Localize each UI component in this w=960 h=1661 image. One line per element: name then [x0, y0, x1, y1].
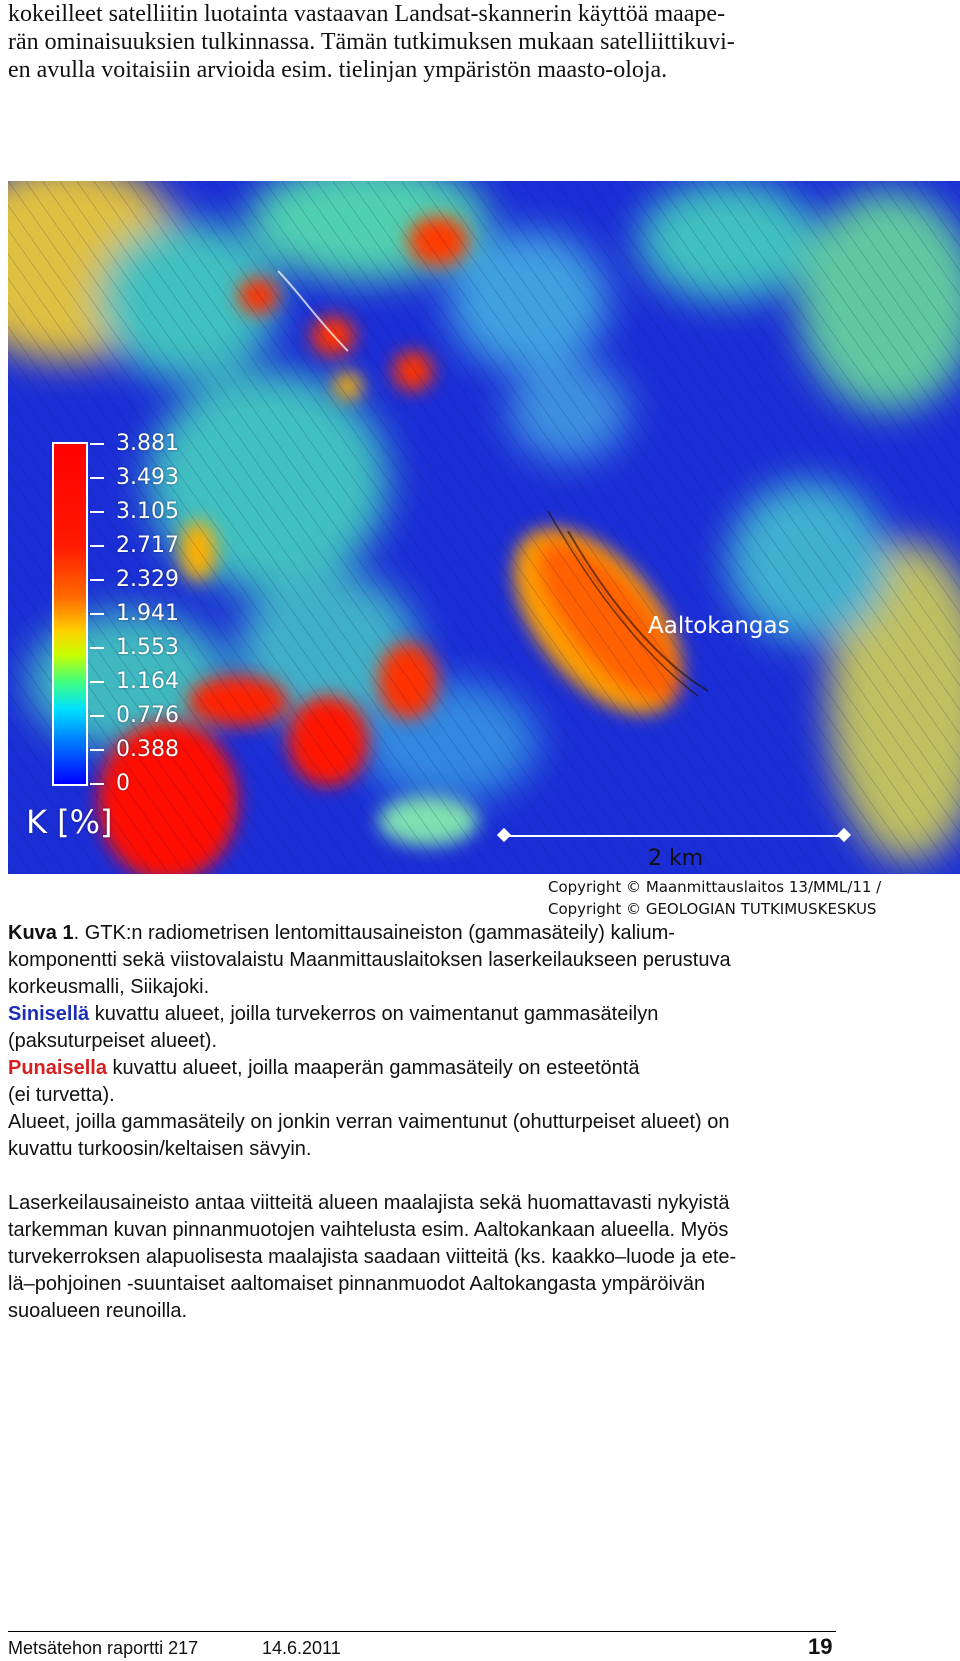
- body-line: lä–pohjoinen -suuntaiset aaltomaiset pinnanmuodot Aaltokangasta ympäröivän: [8, 1273, 706, 1295]
- scale-label: 0.776: [116, 703, 179, 728]
- place-label-aaltokangas: Aaltokangas: [648, 613, 790, 639]
- body-line: Laserkeilausaineisto antaa viitteitä alueen maalajista sekä huomattavasti nykyistä: [8, 1192, 730, 1214]
- intro-line: en avulla voitaisiin arvioida esim. tielinjan ympäristön maasto-oloja.: [8, 57, 668, 83]
- caption-text: korkeusmalli, Siikajoki.: [8, 976, 210, 998]
- body-line: turvekerroksen alapuolisesta maalajista saadaan viitteitä (ks. kaakko–luode ja ete-: [8, 1246, 737, 1268]
- caption-text: kuvattu alueet, joilla turvekerros on vaimentanut gammasäteilyn: [89, 1003, 659, 1025]
- scale-label: 3.105: [116, 499, 179, 524]
- copyright-line: Copyright © Maanmittauslaitos 13/MML/11 /: [548, 878, 882, 896]
- scale-label: 0: [116, 771, 130, 796]
- caption-text: (ei turvetta).: [8, 1084, 115, 1106]
- caption-text: (paksuturpeiset alueet).: [8, 1030, 218, 1052]
- footer-date: 14.6.2011: [262, 1638, 341, 1658]
- body-line: suoalueen reunoilla.: [8, 1300, 188, 1322]
- figure-caption: [8, 920, 838, 1163]
- footer-divider: [8, 1631, 836, 1632]
- copyright-line: Copyright © GEOLOGIAN TUTKIMUSKESKUS: [548, 900, 877, 918]
- scale-label: 2.329: [116, 567, 179, 592]
- body-line: tarkemman kuvan pinnanmuotojen vaihtelusta esim. Aaltokankaan alueella. Myös: [8, 1219, 729, 1241]
- caption-text: kuvattu turkoosin/keltaisen sävyin.: [8, 1138, 312, 1160]
- unit-label: K [%]: [26, 803, 113, 841]
- caption-text: . GTK:n radiometrisen lentomittausaineiston (gammasäteily) kalium-: [73, 922, 675, 944]
- scale-label: 1.941: [116, 601, 179, 626]
- scale-label: 1.553: [116, 635, 179, 660]
- caption-red-word: Punaisella: [8, 1057, 107, 1079]
- body-paragraph: [8, 1190, 838, 1325]
- scale-label: 1.164: [116, 669, 179, 694]
- intro-line: kokeilleet satelliitin luotainta vastaavan Landsat-skannerin käyttöä maape-: [8, 1, 726, 27]
- scale-tick: [90, 443, 104, 445]
- intro-line: rän ominaisuuksien tulkinnassa. Tämän tutkimuksen mukaan satelliittikuvi-: [8, 29, 735, 55]
- scale-label: 2.717: [116, 533, 179, 558]
- scale-label: 3.881: [116, 431, 179, 456]
- caption-text: kuvattu alueet, joilla maaperän gammasäteily on esteetöntä: [106, 1057, 640, 1079]
- scale-tick: [90, 783, 104, 785]
- scale-tick: [90, 511, 104, 513]
- caption-text: Alueet, joilla gammasäteily on jonkin verran vaimentunut (ohutturpeiset alueet) on: [8, 1111, 730, 1133]
- scale-tick: [90, 647, 104, 649]
- scale-label: 0.388: [116, 737, 179, 762]
- scale-tick: [90, 613, 104, 615]
- map-image: [8, 181, 960, 874]
- radiometric-map-figure: [8, 181, 960, 874]
- scale-tick: [90, 749, 104, 751]
- scale-tick: [90, 715, 104, 717]
- scale-tick: [90, 579, 104, 581]
- color-scale-bar: [52, 442, 88, 786]
- scale-tick: [90, 545, 104, 547]
- scale-bar: [504, 835, 844, 837]
- caption-figure-number: Kuva 1: [8, 922, 74, 944]
- caption-text: komponentti sekä viistovalaistu Maanmittauslaitoksen laserkeilaukseen perustuva: [8, 949, 731, 971]
- scale-tick: [90, 477, 104, 479]
- intro-paragraph: [8, 0, 858, 84]
- page-number: 19: [808, 1634, 833, 1659]
- footer-report-name: Metsätehon raportti 217: [8, 1638, 199, 1658]
- scale-label: 3.493: [116, 465, 179, 490]
- scale-tick: [90, 681, 104, 683]
- scale-bar-label: 2 km: [648, 846, 704, 871]
- caption-blue-word: Sinisellä: [8, 1003, 90, 1025]
